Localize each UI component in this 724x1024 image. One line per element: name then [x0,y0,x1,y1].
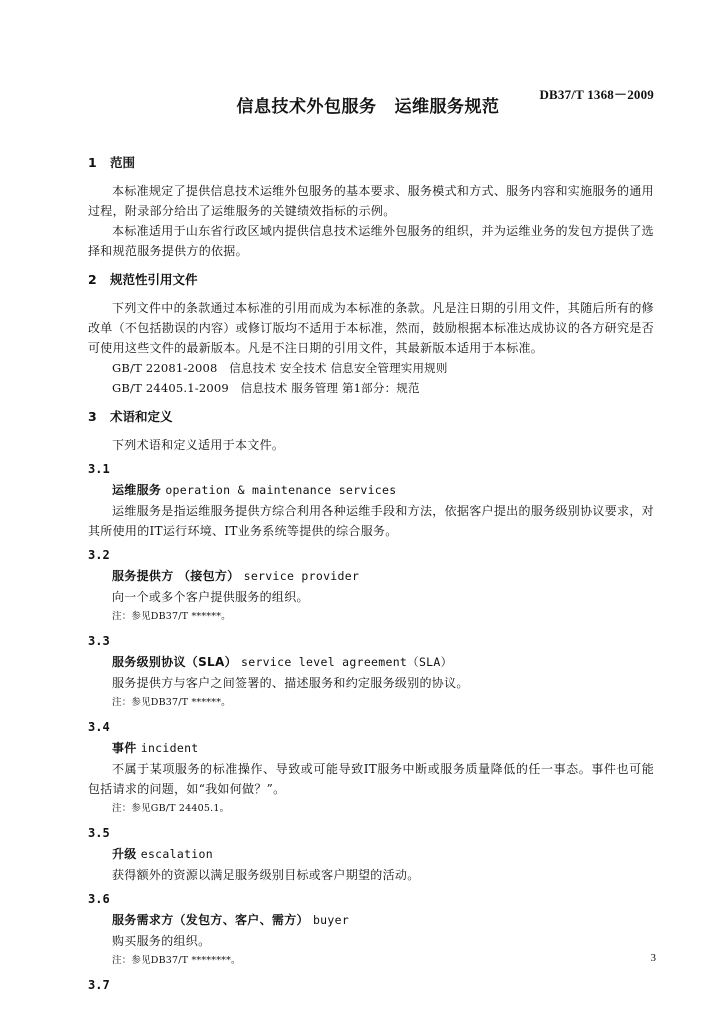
term-chinese: 升级 [112,847,137,861]
term-heading [112,843,654,865]
standard-code: DB37/T 1368－2009 [539,87,654,102]
term-note: 注：参见GB/T 24405.1。 [112,803,230,814]
term-english: service level agreement（SLA） [241,655,453,669]
document-title [0,92,724,117]
section-title: 规范性引用文件 [110,272,198,287]
term-number: 3.5 [88,826,110,840]
scope-paragraph-1: 本标准规定了提供信息技术运维外包服务的基本要求、服务模式和方式、服务内容和实施服务的通用过程，附录部分给出了运维服务的关键绩效指标的示例。 [88,184,654,218]
term-number: 3.4 [88,720,110,734]
term-number: 3.2 [88,548,110,562]
section-number: 3 [88,409,97,424]
section-heading-scope [88,154,654,172]
term-note: 注：参见DB37/T ******。 [112,697,231,708]
term-heading [112,909,654,931]
term-chinese: 服务级别协议（SLA） [112,655,237,669]
term-definition: 运维服务是指运维服务提供方综合利用各种运维手段和方法，依据客户提出的服务级别协议要求，对其所使用的IT运行环境、IT业务系统等提供的综合服务。 [88,504,654,538]
term-english: operation & maintenance services [165,483,397,497]
term-number: 3.3 [88,634,110,648]
title-part-1: 信息技术外包服务 [236,97,377,117]
document-body [88,150,654,995]
term-english: service provider [243,569,360,583]
term-heading [112,479,654,501]
term-chinese: 服务提供方 （接包方） [112,569,240,583]
section-heading-normative-references [88,271,654,289]
term-english: escalation [140,847,213,861]
section-number: 1 [88,155,97,170]
reference-item: GB/T 24405.1-2009 信息技术 服务管理 第1部分：规范 [112,381,420,395]
term-number: 3.7 [88,978,110,992]
term-definition: 获得额外的资源以满足服务级别目标或客户期望的活动。 [112,868,420,882]
terms-intro: 下列术语和定义适用于本文件。 [112,438,285,452]
term-chinese: 事件 [112,741,137,755]
page-number: 3 [650,952,656,964]
title-part-2: 运维服务规范 [394,97,500,117]
reference-item: GB/T 22081-2008 信息技术 安全技术 信息安全管理实用规则 [112,361,448,375]
term-chinese: 运维服务 [112,483,162,497]
section-title: 范围 [110,155,136,170]
term-definition: 服务提供方与客户之间签署的、描述服务和约定服务级别的协议。 [112,676,469,690]
references-paragraph: 下列文件中的条款通过本标准的引用而成为本标准的条款。凡是注日期的引用文件，其随后所有的修改单（不包括勘误的内容）或修订版均不适用于本标准，然而，鼓励根据本标准达成协议的各方研究是否可使用这些文件的最新版本。凡是不注日期的引用文件，其最新版本适用于本标准。 [88,301,654,355]
term-definition: 向一个或多个客户提供服务的组织。 [112,590,309,604]
section-title: 术语和定义 [110,409,173,424]
term-number: 3.1 [88,462,110,476]
term-note: 注：参见DB37/T ******。 [112,611,231,622]
term-number: 3.6 [88,892,110,906]
term-heading [112,565,654,587]
term-note: 注：参见DB37/T ********。 [112,955,241,966]
section-heading-terms [88,408,654,426]
term-chinese: 服务需求方（发包方、客户、需方） [112,913,309,927]
term-definition: 不属于某项服务的标准操作、导致或可能导致IT服务中断或服务质量降低的任一事态。事件也可能包括请求的问题，如“我如何做？”。 [88,762,654,796]
section-number: 2 [88,272,97,287]
term-english: buyer [312,913,350,927]
scope-paragraph-2: 本标准适用于山东省行政区域内提供信息技术运维外包服务的组织，并为运维业务的发包方提供了选择和规范服务提供方的依据。 [88,224,654,258]
term-english: incident [140,741,199,755]
term-heading [112,651,654,673]
term-definition: 购买服务的组织。 [112,934,211,948]
term-heading [112,737,654,759]
